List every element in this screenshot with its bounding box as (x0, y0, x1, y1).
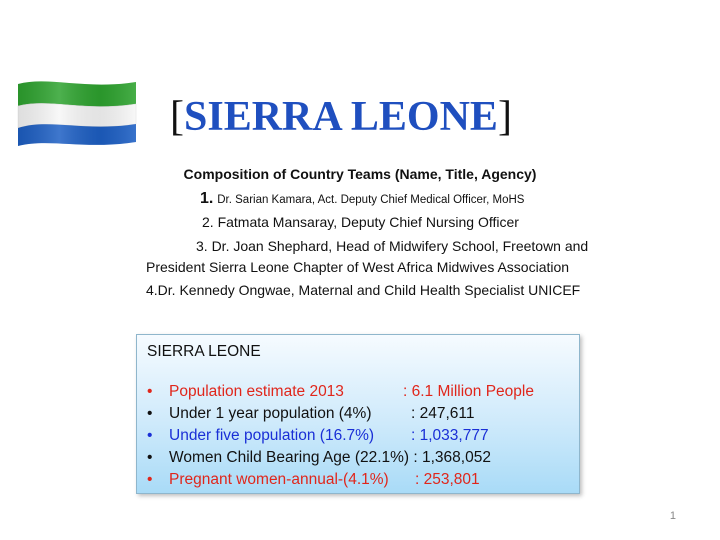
composition-heading: Composition of Country Teams (Name, Title, Agency) (183, 166, 537, 182)
stats-heading: SIERRA LEONE (147, 343, 261, 360)
member-line-3-continued: President Sierra Leone Chapter of West Africa Midwives Association (146, 259, 570, 275)
bullet-icon: • (147, 449, 153, 466)
bullet-icon: • (147, 427, 153, 444)
stats-item-pregnant (147, 469, 569, 491)
stats-value: : 253,801 (415, 471, 480, 488)
bullet-icon: • (147, 405, 153, 422)
sierra-leone-flag-icon (14, 78, 140, 148)
stats-label: Under five population (16.7%) (169, 427, 375, 444)
member-1-text: Dr. Sarian Kamara, Act. Deputy Chief Medical Officer, MoHS (217, 194, 525, 206)
member-line-4: 4.Dr. Kennedy Ongwae, Maternal and Child Health Specialist UNICEF (146, 282, 581, 298)
member-1-number: 1. (200, 190, 214, 207)
stats-label: Population estimate 2013 (169, 383, 344, 400)
bullet-icon: • (147, 471, 153, 488)
country-stats-box (136, 334, 580, 494)
stats-label: Women Child Bearing Age (22.1%) : 1,368,052 (169, 449, 491, 466)
stats-item-population (147, 381, 569, 403)
stats-label: Pregnant women-annual-(4.1%) (169, 471, 389, 488)
stats-value: : 6.1 Million People (403, 383, 534, 400)
stats-value: : 1,033,777 (411, 427, 489, 444)
bullet-icon: • (147, 383, 153, 400)
member-line-3: 3. Dr. Joan Shephard, Head of Midwifery School, Freetown and (196, 238, 589, 254)
member-line-1 (200, 190, 524, 208)
page-title (170, 92, 512, 142)
stats-label: Under 1 year population (4%) (169, 405, 372, 422)
stats-item-under5 (147, 425, 569, 447)
stats-item-women-cba (147, 447, 569, 469)
member-line-2: 2. Fatmata Mansaray, Deputy Chief Nursing Officer (202, 214, 519, 230)
stats-list (147, 381, 569, 491)
title-country-name: SIERRA LEONE (184, 94, 498, 140)
stats-value: : 247,611 (411, 405, 475, 422)
stats-item-under1 (147, 403, 569, 425)
title-bracket-open: [ (170, 94, 184, 140)
page-number: 1 (669, 510, 676, 522)
title-bracket-close: ] (497, 94, 512, 140)
